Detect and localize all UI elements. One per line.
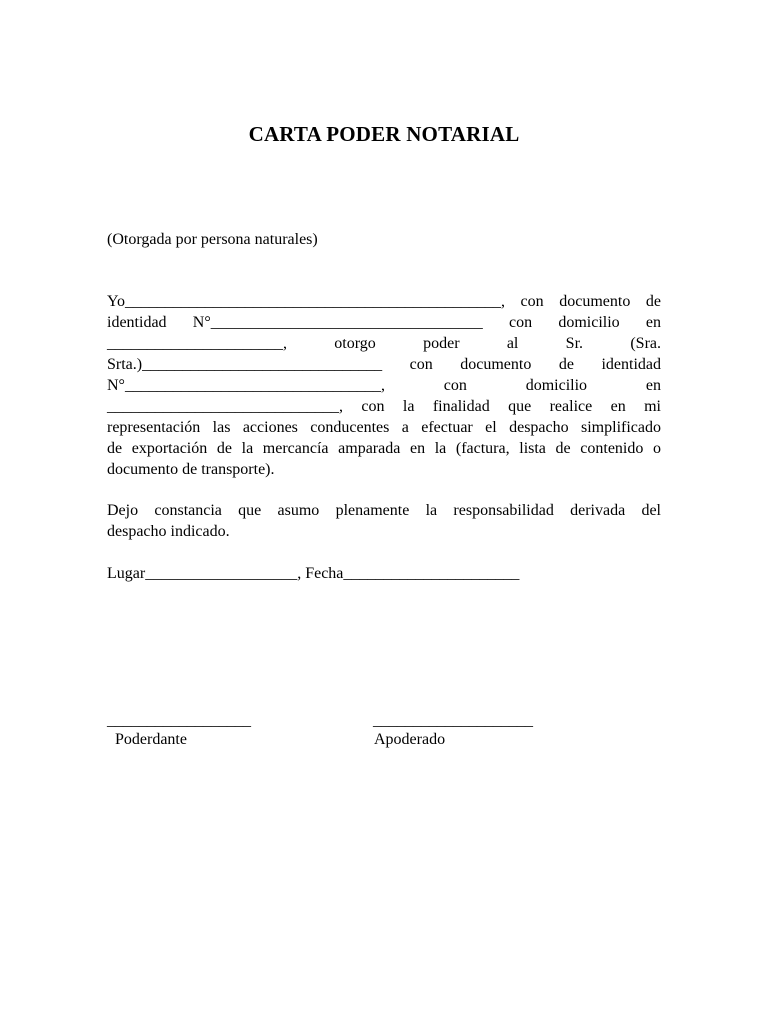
paragraph-responsibility [107, 500, 661, 542]
signature-label-attorney: Apoderado [374, 731, 446, 748]
paragraph-line: N°________________________________, con domicilio en [107, 377, 661, 394]
document-subtitle: (Otorgada por persona naturales) [107, 231, 318, 248]
signature-line-attorney: ____________________ [373, 712, 533, 729]
document-title: CARTA PODER NOTARIAL [248, 122, 520, 146]
signature-line-grantor: __________________ [107, 712, 251, 729]
paragraph-line: representación las acciones conducentes a efectuar el despacho simplificado [107, 419, 661, 436]
paragraph-line: despacho indicado. [107, 523, 230, 540]
paragraph-line: _____________________________, con la finalidad que realice en mi [107, 398, 661, 415]
paragraph-declaration [107, 291, 661, 480]
paragraph-line: documento de transporte). [107, 461, 275, 478]
place-date-text: Lugar___________________, Fecha______________________ [107, 565, 520, 582]
paragraph-line: Dejo constancia que asumo plenamente la responsabilidad derivada del [107, 502, 661, 519]
paragraph-line: identidad N°__________________________________ con domicilio en [107, 314, 661, 331]
place-date-line [107, 563, 661, 584]
paragraph-line: Srta.)______________________________ con documento de identidad [107, 356, 661, 373]
signature-label-grantor: Poderdante [115, 731, 187, 748]
paragraph-line: de exportación de la mercancía amparada en la (factura, lista de contenido o [107, 440, 661, 457]
paragraph-line: ______________________, otorgo poder al Sr. (Sra. [107, 335, 661, 352]
paragraph-line: Yo_______________________________________________, con documento de [107, 293, 661, 310]
